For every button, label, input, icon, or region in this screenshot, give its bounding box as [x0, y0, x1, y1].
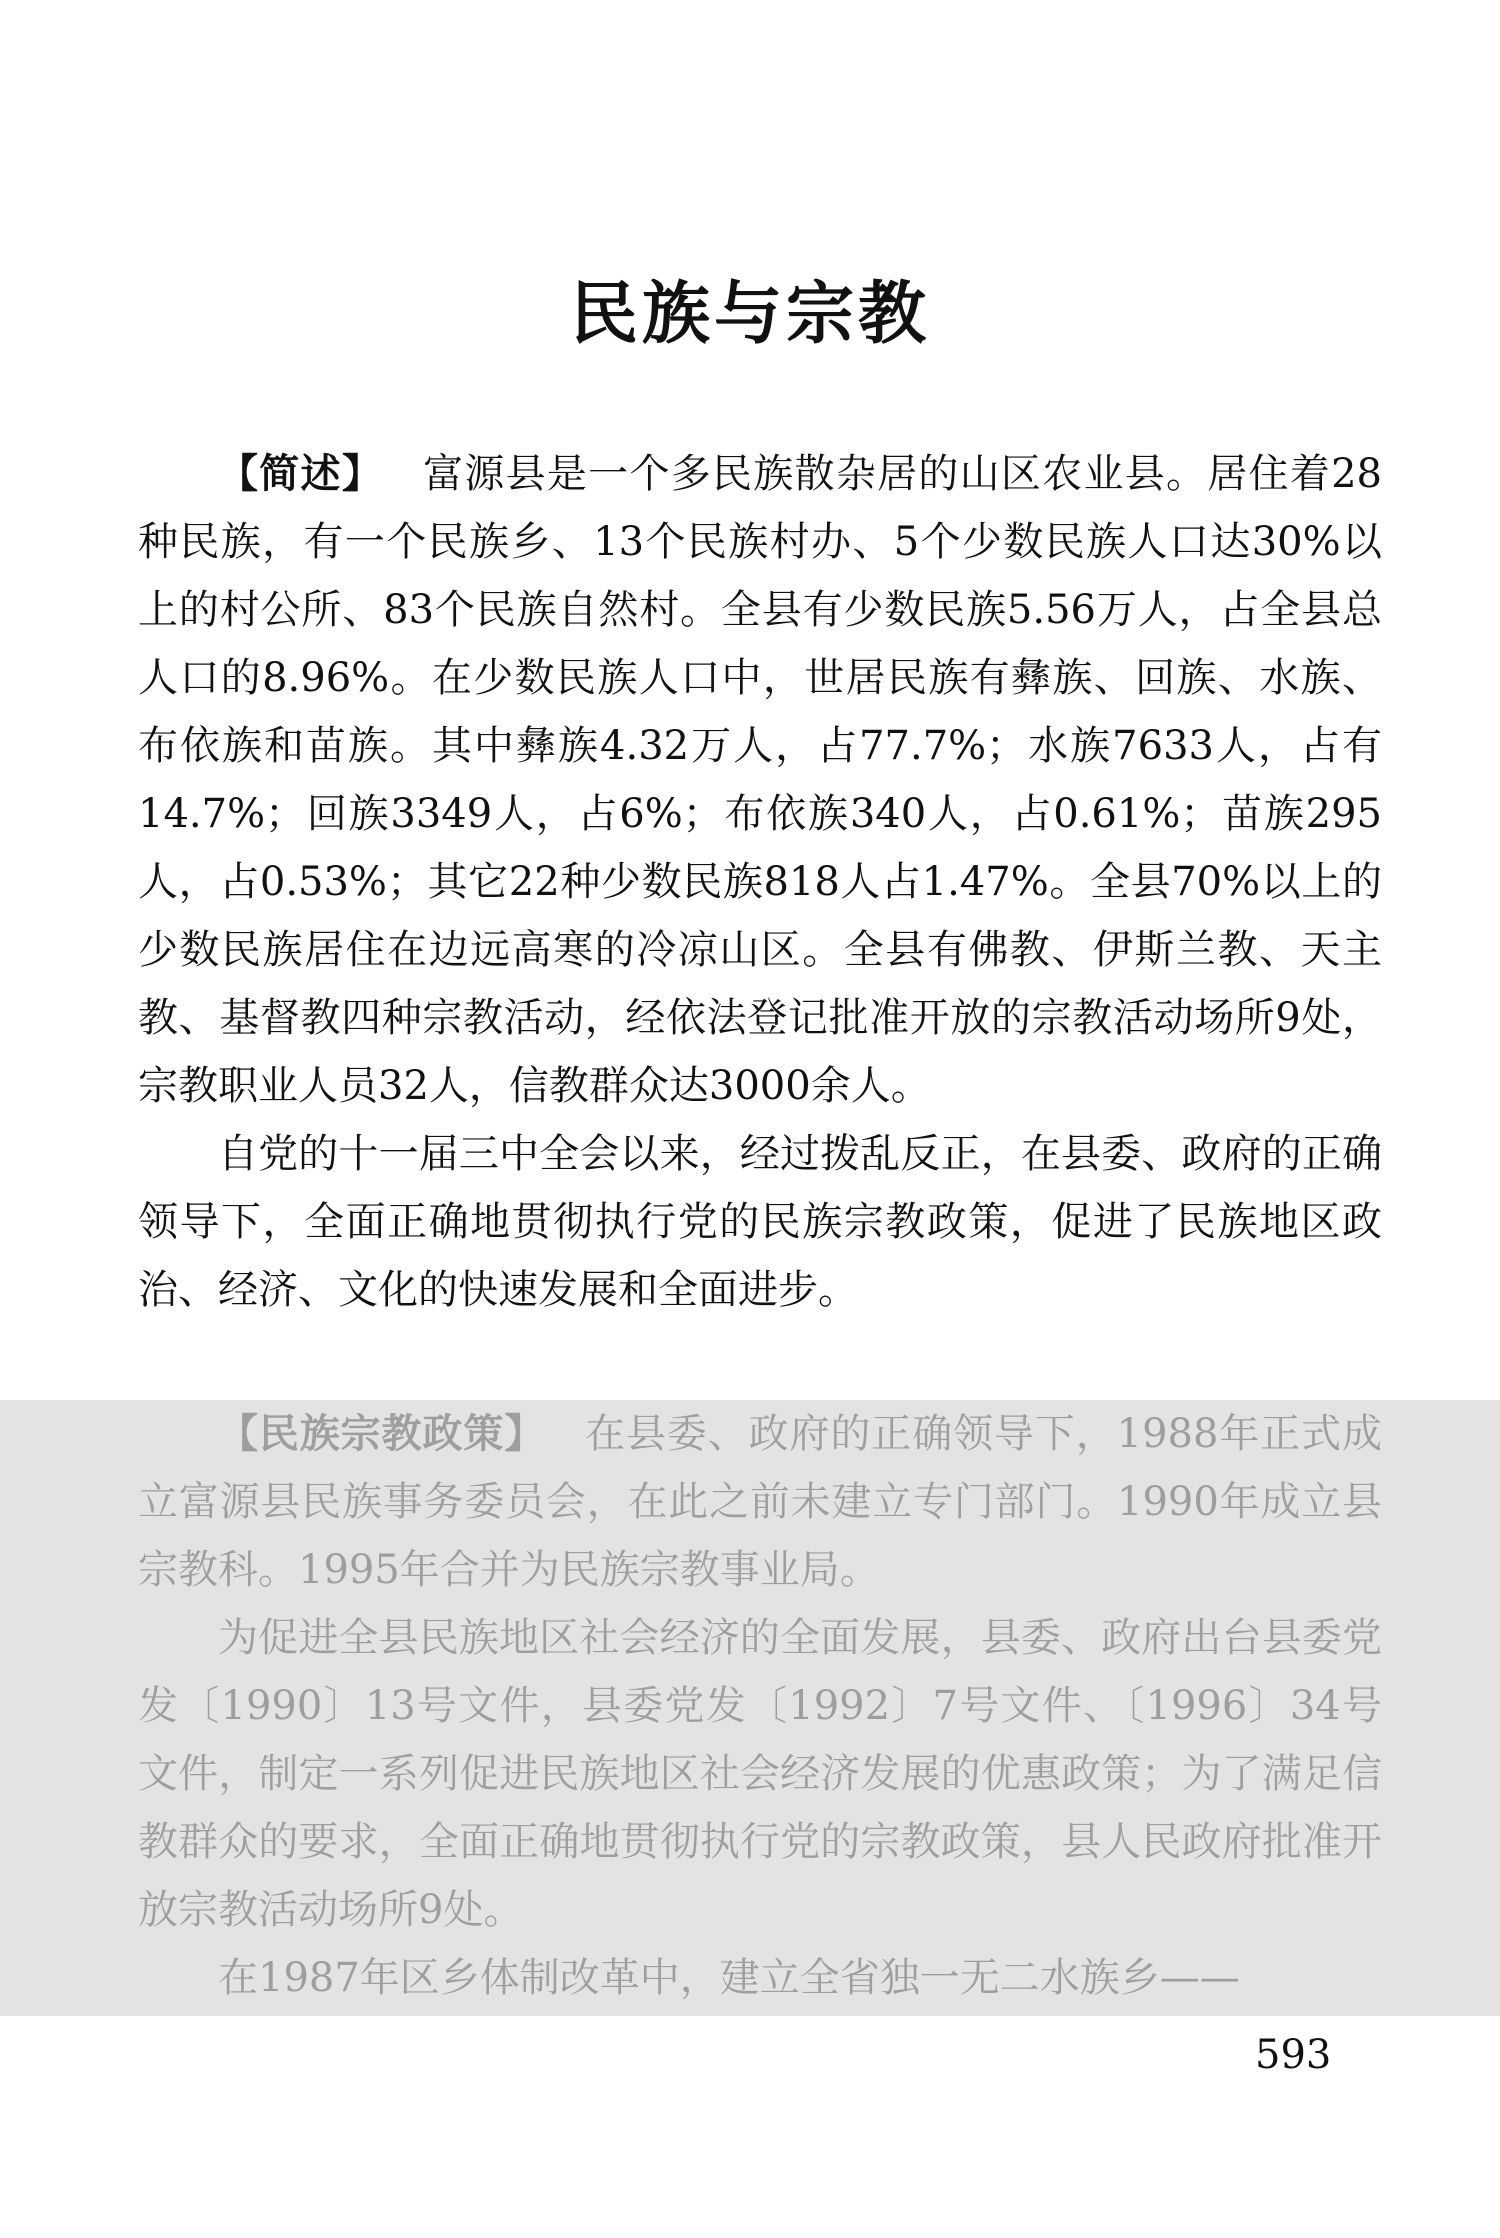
overview-paragraph-2: 自党的十一届三中全会以来，经过拨乱反正，在县委、政府的正确领导下，全面正确地贯彻执行党的民族宗教政策，促进了民族地区政治、经济、文化的快速发展和全面进步。 — [138, 1131, 1382, 1313]
policy-text: 在县委、政府的正确领导下，1988年正式成立富源县民族事务委员会，在此之前未建立专门部门。1990年成立县宗教科。1995年合并为民族宗教事业局。 — [138, 1411, 1383, 1593]
policy-section — [138, 1400, 1382, 2012]
policy-paragraph-3: 在1987年区乡体制改革中，建立全省独一无二水族乡—— — [218, 1955, 1240, 2001]
page-title: 民族与宗教 — [569, 275, 930, 354]
overview-text: 富源县是一个多民族散杂居的山区农业县。居住着28种民族，有一个民族乡、13个民族村办、5个少数民族人口达30%以上的村公所、83个民族自然村。全县有少数民族5.56万人，占全县总人口的8.96%。在少数民族人口中，世居民族有彝族、回族、水族、布依族和苗族。其中彝族4.32万人，占77.7%；水族7633人，占有14.7%；回族3349人，占6%；布依族340人，占0.61%；苗族295人，占0.53%；其它22种少数民族818人占1.47%。全县70%以上的少数民族居住在边远高寒的冷凉山区。全县有佛教、伊斯兰教、天主教、基督教四种宗教活动，经依法登记批准开放的宗教活动场所9处，宗教职业人员32人，信教群众达3000余人。 — [138, 451, 1382, 1109]
policy-heading: 【民族宗教政策】 — [218, 1411, 546, 1457]
policy-paragraph-1 — [138, 1400, 1382, 1604]
overview-paragraph-1 — [138, 440, 1382, 1120]
overview-heading: 【简述】 — [218, 451, 384, 497]
policy-paragraph-2: 为促进全县民族地区社会经济的全面发展，县委、政府出台县委党发〔1990〕13号文件，县委党发〔1992〕7号文件、〔1996〕34号文件，制定一系列促进民族地区社会经济发展的优惠政策；为了满足信教群众的要求，全面正确地贯彻执行党的宗教政策，县人民政府批准开放宗教活动场所9处。 — [138, 1615, 1382, 1933]
overview-section — [138, 440, 1382, 1324]
page-number: 593 — [1255, 2032, 1332, 2078]
